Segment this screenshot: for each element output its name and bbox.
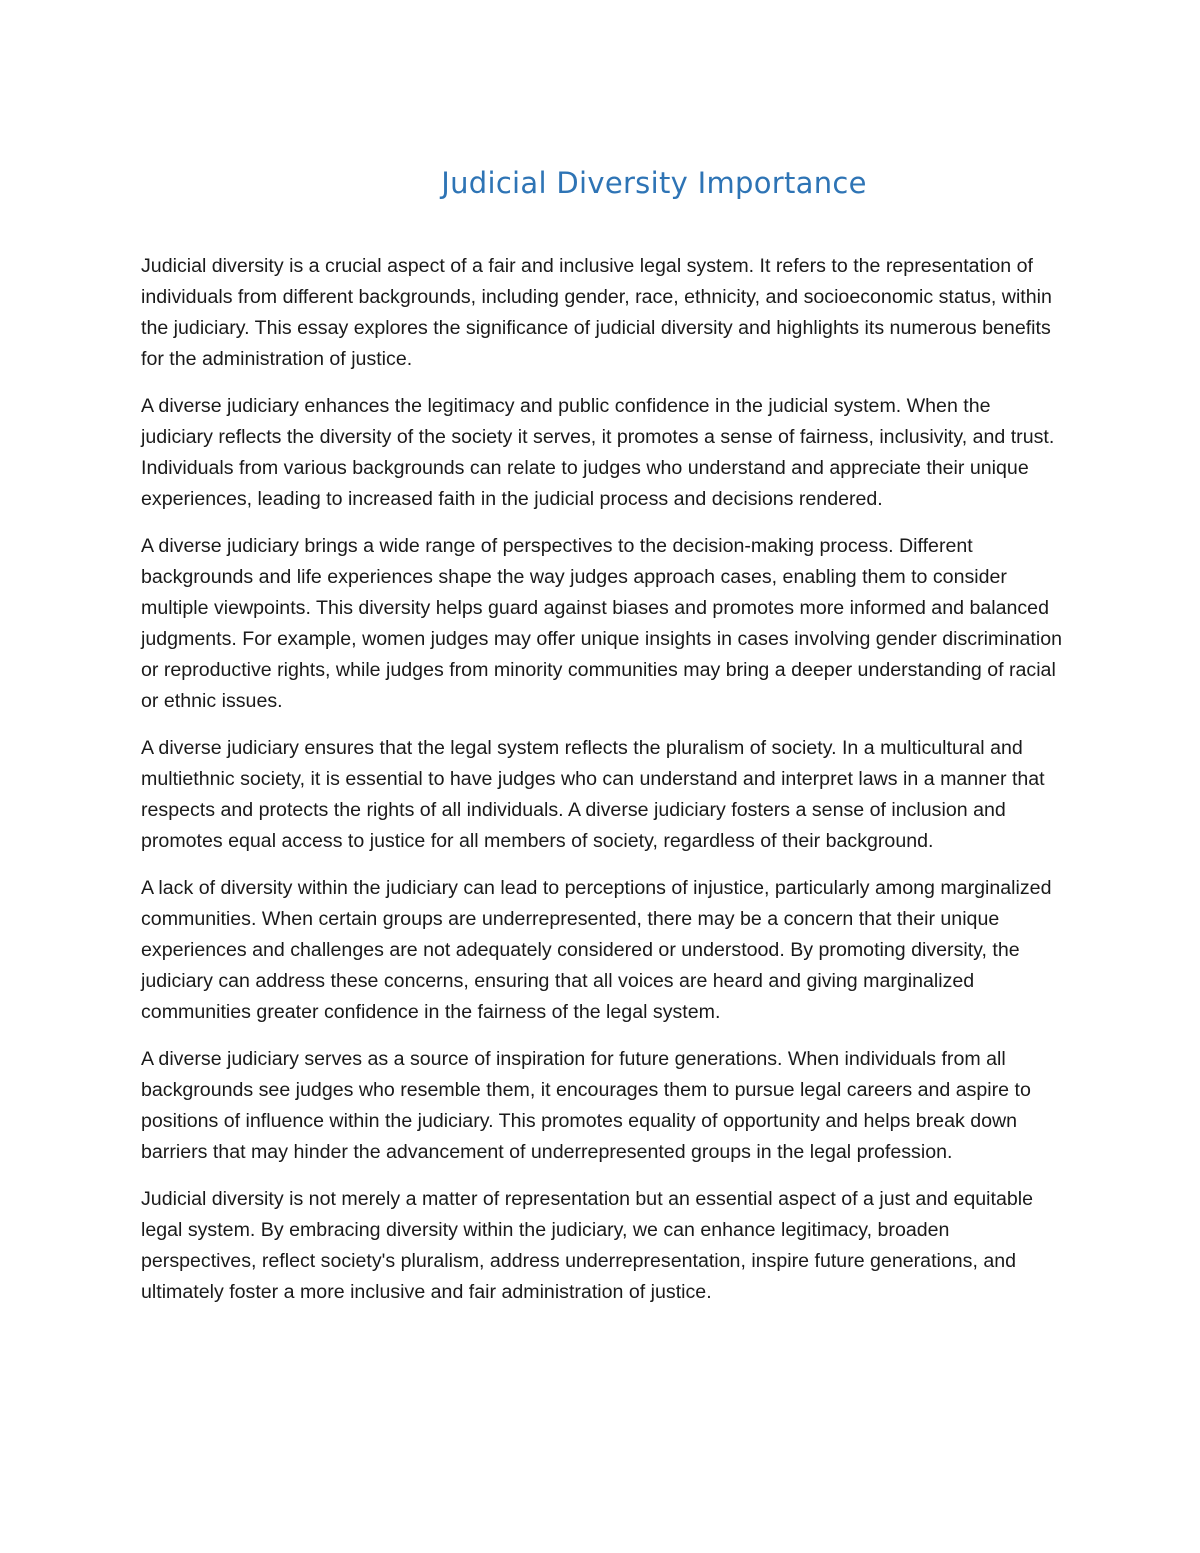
paragraph-2: A diverse judiciary enhances the legitimacy and public confidence in the judicial system. When the judiciary reflects the diversity of the society it serves, it promotes a sense of fairness, inclusivity, and trust. Individuals from various backgrounds can relate to judges who understand and appreciate their unique experiences, leading to increased faith in the judicial process and decisions rendered.: [141, 395, 1055, 510]
paragraph-5: A lack of diversity within the judiciary can lead to perceptions of injustice, particularly among marginalized communities. When certain groups are underrepresented, there may be a concern that their unique experiences and challenges are not adequately considered or understood. By promoting diversity, the judiciary can address these concerns, ensuring that all voices are heard and giving marginalized communities greater confidence in the fairness of the legal system.: [141, 877, 1052, 1023]
paragraph-3: A diverse judiciary brings a wide range of perspectives to the decision-making process. Different backgrounds and life experiences shape the way judges approach cases, enabling them to consider multiple viewpoints. This diversity helps guard against biases and promotes more informed and balanced judgments. For example, women judges may offer unique insights in cases involving gender discrimination or reproductive rights, while judges from minority communities may bring a deeper understanding of racial or ethnic issues.: [141, 535, 1063, 712]
paragraph-6: A diverse judiciary serves as a source of inspiration for future generations. When individuals from all backgrounds see judges who resemble them, it encourages them to pursue legal careers and aspire to positions of influence within the judiciary. This promotes equality of opportunity and helps break down barriers that may hinder the advancement of underrepresented groups in the legal profession.: [141, 1048, 1031, 1163]
document-body: [141, 251, 1066, 1324]
paragraph-1: Judicial diversity is a crucial aspect of a fair and inclusive legal system. It refers to the representation of individuals from different backgrounds, including gender, race, ethnicity, and socioeconomic status, within the judiciary. This essay explores the significance of judicial diversity and highlights its numerous benefits for the administration of justice.: [141, 255, 1052, 370]
paragraph-7: Judicial diversity is not merely a matter of representation but an essential aspect of a just and equitable legal system. By embracing diversity within the judiciary, we can enhance legitimacy, broaden perspectives, reflect society's pluralism, address underrepresentation, inspire future generations, and ultimately foster a more inclusive and fair administration of justice.: [141, 1188, 1034, 1303]
paragraph-4: A diverse judiciary ensures that the legal system reflects the pluralism of society. In a multicultural and multiethnic society, it is essential to have judges who can understand and interpret laws in a manner that respects and protects the rights of all individuals. A diverse judiciary fosters a sense of inclusion and promotes equal access to justice for all members of society, regardless of their background.: [141, 737, 1045, 852]
document-title: Judicial Diversity Importance: [441, 166, 867, 200]
